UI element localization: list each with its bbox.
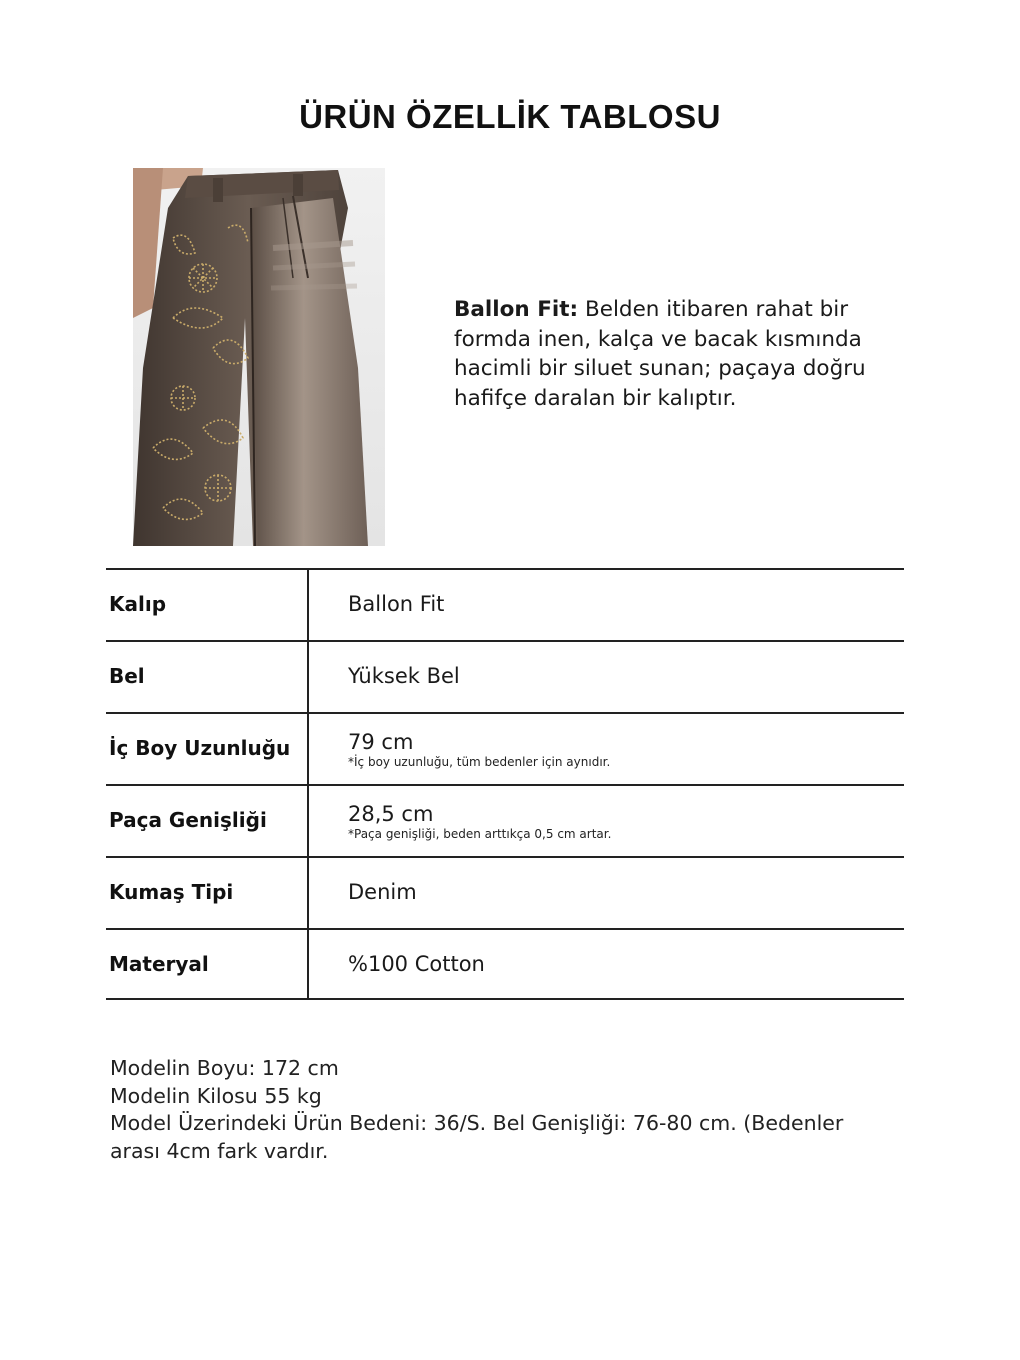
model-height: Modelin Boyu: 172 cm <box>110 1056 339 1080</box>
spec-row-kalip <box>106 568 904 640</box>
spec-row-materyal <box>106 928 904 1000</box>
fit-description-lead: Ballon Fit: <box>454 297 579 322</box>
column-divider <box>307 786 309 856</box>
spec-label: İç Boy Uzunluğu <box>109 736 291 760</box>
spec-row-bel <box>106 640 904 712</box>
fit-description <box>454 295 924 413</box>
spec-value: 79 cm <box>348 730 414 754</box>
spec-value: %100 Cotton <box>348 952 485 976</box>
model-weight: Modelin Kilosu 55 kg <box>110 1083 322 1108</box>
spec-value: Denim <box>348 880 417 904</box>
spec-table <box>106 568 904 1000</box>
spec-row-ic-boy <box>106 712 904 784</box>
jeans-illustration <box>133 168 385 546</box>
spec-note: *Paça genişliği, beden arttıkça 0,5 cm artar. <box>348 827 612 841</box>
model-size-line-2: arası 4cm fark vardır. <box>110 1138 329 1163</box>
spec-label: Paça Genişliği <box>109 808 267 832</box>
spec-value-with-note <box>348 802 611 841</box>
page-title: ÜRÜN ÖZELLİK TABLOSU <box>299 98 721 135</box>
spec-label: Bel <box>109 664 145 688</box>
column-divider <box>307 570 309 640</box>
spec-label: Kalıp <box>109 592 167 616</box>
spec-value: Yüksek Bel <box>348 664 460 688</box>
spec-label: Kumaş Tipi <box>109 880 234 904</box>
fit-description-text: Belden itibaren rahat bir formda inen, kalça ve bacak kısmında hacimli bir siluet sunan; paçaya doğru hafifçe daralan bir kalıptır. <box>454 297 866 411</box>
column-divider <box>307 930 309 998</box>
model-info <box>110 1055 930 1165</box>
spec-row-paca <box>106 784 904 856</box>
spec-label: Materyal <box>109 952 209 976</box>
spec-value-with-note <box>348 730 610 769</box>
spec-note: *İç boy uzunluğu, tüm bedenler için aynıdır. <box>348 755 611 769</box>
product-photo <box>133 168 385 546</box>
spec-value: 28,5 cm <box>348 802 434 826</box>
column-divider <box>307 858 309 928</box>
column-divider <box>307 714 309 784</box>
spec-row-kumas <box>106 856 904 928</box>
model-size-line-1: Model Üzerindeki Ürün Bedeni: 36/S. Bel Genişliği: 76-80 cm. (Bedenler <box>110 1111 844 1135</box>
spec-value: Ballon Fit <box>348 592 445 616</box>
column-divider <box>307 642 309 712</box>
